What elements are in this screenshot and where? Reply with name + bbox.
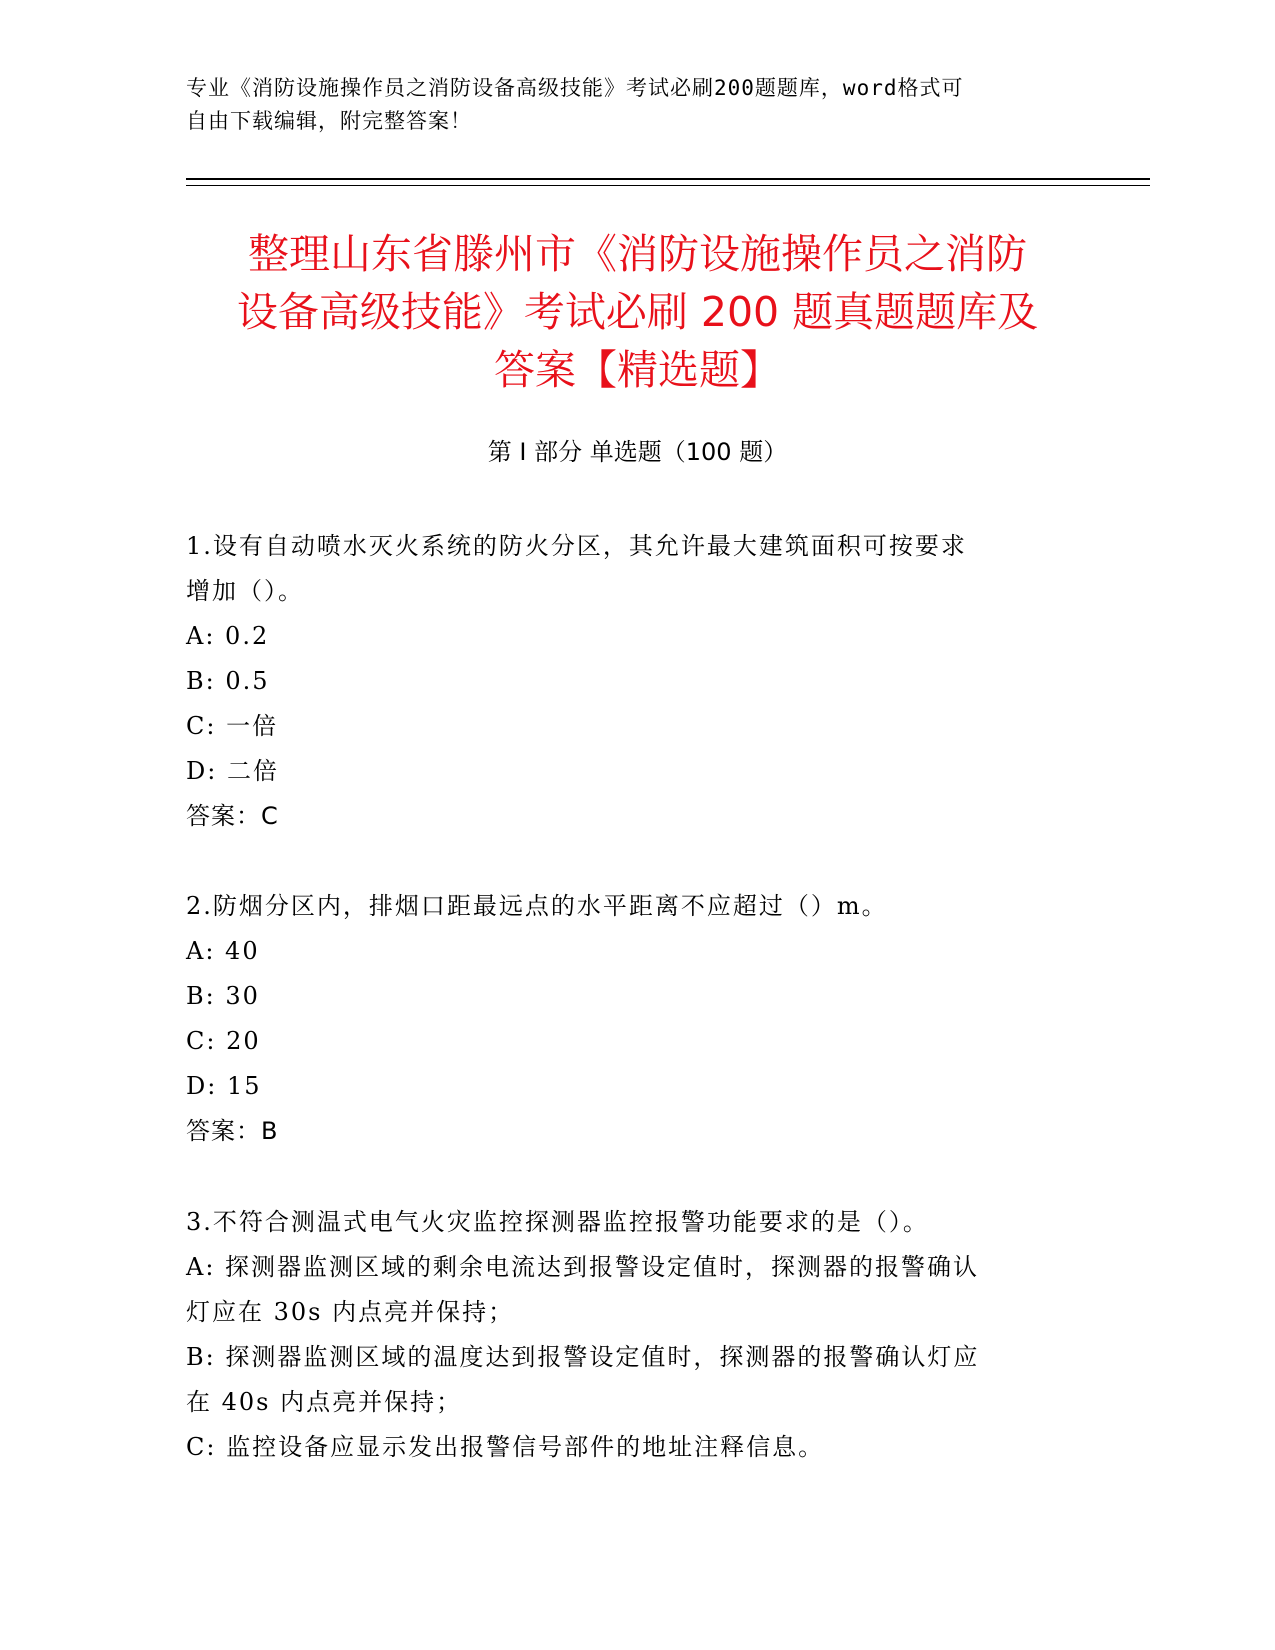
option-b: B: 探测器监测区域的温度达到报警设定值时，探测器的报警确认灯应: [186, 1343, 980, 1371]
question-stem: 3.不符合测温式电气火灾监控探测器监控报警功能要求的是（）。: [186, 1208, 929, 1236]
option-b-continued: 在 40s 内点亮并保持；: [186, 1388, 463, 1416]
option-d: D: 15: [186, 1072, 262, 1100]
option-c: C: 监控设备应显示发出报警信号部件的地址注释信息。: [186, 1433, 825, 1461]
question-stem: 1.设有自动喷水灭火系统的防火分区，其允许最大建筑面积可按要求: [186, 532, 967, 560]
question-stem-continued: 增加（）。: [186, 577, 304, 605]
option-a: A: 探测器监测区域的剩余电流达到报警设定值时，探测器的报警确认: [186, 1253, 980, 1281]
title-line-2: 设备高级技能》考试必刷 200 题真题题库及: [236, 288, 1039, 336]
question-stem: 2.防烟分区内，排烟口距最远点的水平距离不应超过（）m。: [186, 892, 888, 920]
option-a-continued: 灯应在 30s 内点亮并保持；: [186, 1298, 515, 1326]
option-b: B: 0.5: [186, 667, 270, 695]
answer: 答案：C: [186, 802, 279, 830]
header-note-line-1: 专业《消防设施操作员之消防设备高级技能》考试必刷200题题库，word格式可: [186, 76, 964, 100]
title-line-3: 答案【精选题】: [494, 346, 781, 394]
option-d: D: 二倍: [186, 757, 279, 785]
option-b: B: 30: [186, 982, 260, 1010]
header-divider-thin: [186, 185, 1150, 186]
option-c: C: 20: [186, 1027, 261, 1055]
header-divider-thick: [186, 178, 1150, 180]
title-line-1: 整理山东省滕州市《消防设施操作员之消防: [248, 230, 1027, 278]
option-a: A: 40: [186, 937, 260, 965]
question-1: [186, 524, 1086, 839]
option-c: C: 一倍: [186, 712, 279, 740]
header-note-line-2: 自由下载编辑，附完整答案！: [186, 109, 472, 133]
answer: 答案：B: [186, 1117, 279, 1145]
option-a: A: 0.2: [186, 622, 270, 650]
question-3: [186, 1200, 1086, 1470]
header-note: [186, 72, 1086, 138]
section-heading: 第 I 部分 单选题（100 题）: [487, 438, 788, 466]
question-2: [186, 884, 1086, 1154]
document-title: [150, 225, 1125, 399]
